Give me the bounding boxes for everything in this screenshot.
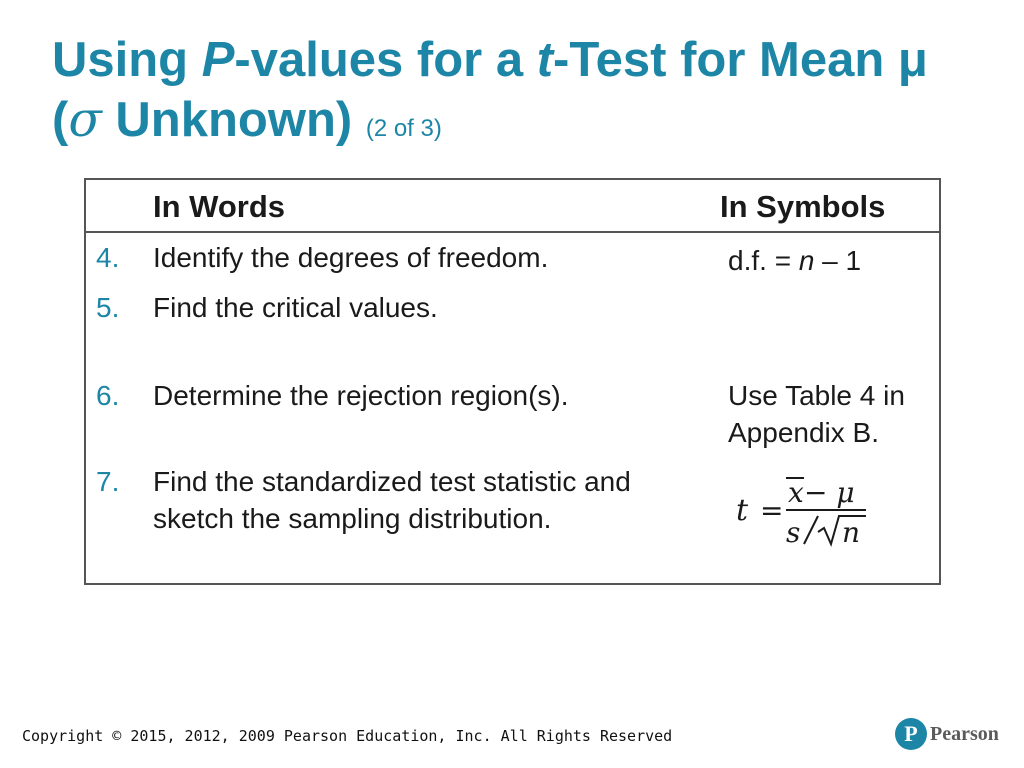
table-reference-text: Use Table 4 in Appendix B. — [728, 380, 905, 448]
step-text: Find the critical values. — [153, 292, 438, 323]
slide-subtitle: (2 of 3) — [365, 115, 442, 142]
pearson-logo — [895, 718, 1005, 756]
copyright-footer: Copyright © 2015, 2012, 2009 Pearson Education, Inc. All Rights Reserved — [22, 727, 673, 745]
degrees-of-freedom-formula — [728, 242, 861, 279]
formula-x: x — [788, 476, 804, 509]
formula-s: s — [786, 516, 801, 549]
title-sigma: σ — [68, 91, 102, 148]
header-in-words: In Words — [153, 189, 286, 224]
pearson-logo-icon: P — [895, 718, 927, 750]
df-prefix: d.f. = — [728, 245, 799, 276]
title-p-italic: P — [201, 33, 235, 87]
title-text-3: -Test for Mean μ — [553, 33, 928, 87]
formula-n: n — [842, 516, 861, 549]
formula-equals: = — [760, 494, 784, 527]
formula-minus-mu: − μ — [804, 476, 855, 509]
step-text: Identify the degrees of freedom. — [153, 242, 549, 273]
division-slash — [804, 516, 818, 544]
title-text-4: Unknown) — [101, 93, 353, 147]
header-in-symbols: In Symbols — [720, 189, 886, 224]
step-text: Find the standardized test statistic and sketch the sampling distribution. — [153, 466, 631, 534]
slide-title — [52, 30, 992, 159]
formula-t: t — [736, 493, 749, 528]
df-suffix: – 1 — [814, 245, 862, 276]
table-header-row — [86, 180, 939, 233]
step-text: Determine the rejection region(s). — [153, 380, 569, 411]
t-statistic-formula — [734, 470, 874, 550]
title-text-1: Using — [52, 33, 202, 87]
step-number: 6. — [96, 380, 120, 411]
steps-table — [84, 178, 941, 585]
df-n: n — [798, 245, 815, 276]
pearson-logo-text: Pearson — [930, 723, 999, 745]
step-number: 4. — [96, 242, 120, 273]
title-text-2: -values for a — [234, 33, 537, 87]
title-t-italic: t — [536, 33, 554, 87]
step-number: 5. — [96, 292, 120, 323]
step-number: 7. — [96, 466, 120, 497]
title-open-paren: ( — [52, 93, 69, 147]
